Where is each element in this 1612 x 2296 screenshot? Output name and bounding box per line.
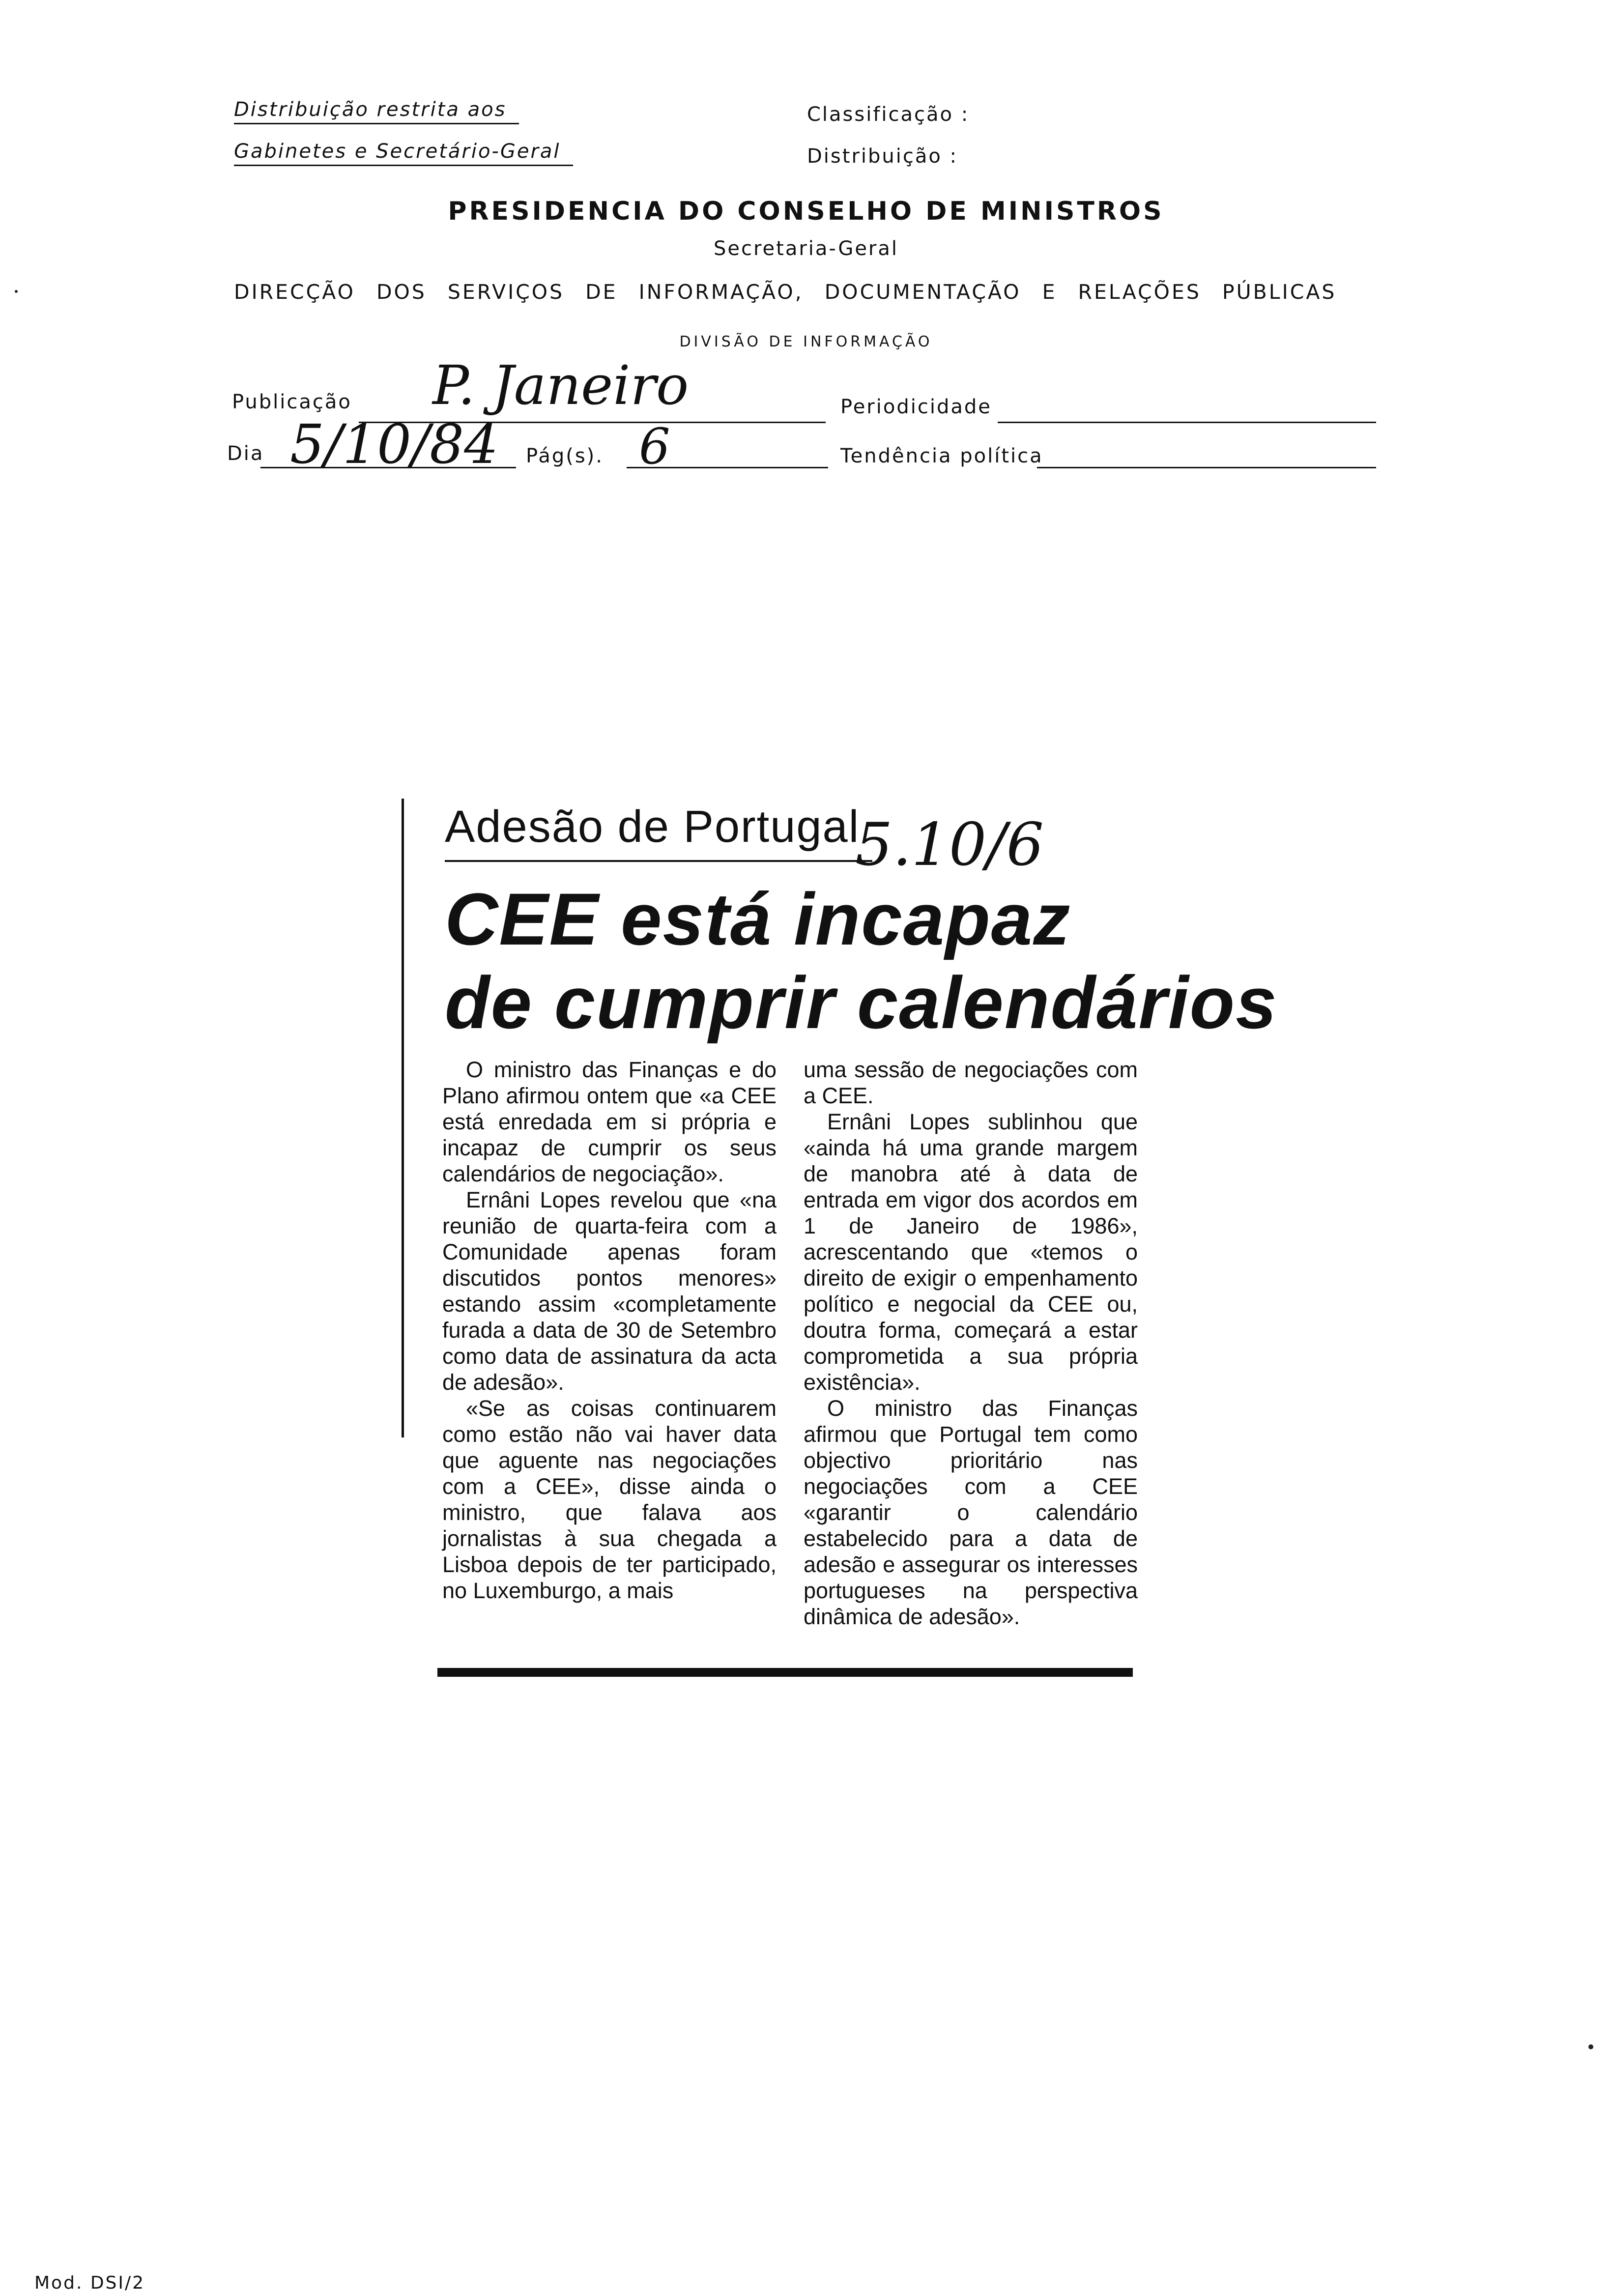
article-column-2 bbox=[804, 1057, 1138, 1630]
pags-label: Pág(s). bbox=[526, 445, 604, 467]
classificacao-label: Classificação : bbox=[807, 103, 970, 126]
kicker-underline bbox=[445, 860, 872, 862]
dia-handwritten: 5/10/84 bbox=[290, 413, 499, 476]
clipping-kicker: Adesão de Portugal bbox=[445, 802, 860, 852]
headline-line2: de cumprir calendários bbox=[445, 961, 1278, 1044]
direccao-title: DIRECÇÃO DOS SERVIÇOS DE INFORMAÇÃO, DOCUMENTAÇÃO E RELAÇÕES PÚBLICAS bbox=[234, 280, 1337, 304]
scan-speck bbox=[15, 290, 18, 293]
form-code: Mod. DSI/2 bbox=[34, 2273, 145, 2293]
periodicidade-label: Periodicidade bbox=[840, 396, 992, 418]
distribuicao-label: Distribuição : bbox=[807, 145, 958, 168]
paragraph: O ministro das Finanças e do Plano afirmou ontem que «a CEE está enredada em si própria e incapaz de cumprir os seus calendários de negociação». bbox=[442, 1057, 777, 1186]
divisao-title: DIVISÃO DE INFORMAÇÃO bbox=[679, 333, 933, 350]
clipping-left-edge bbox=[402, 799, 404, 1437]
tendencia-label: Tendência política bbox=[840, 445, 1043, 467]
paragraph: O ministro das Finanças afirmou que Portugal tem como objectivo prioritário nas negociações com a CEE «garantir o calendário estabelecido para a data de adesão e assegurar os interesses portugueses na perspectiva dinâmica de adesão». bbox=[804, 1396, 1138, 1629]
pags-handwritten: 6 bbox=[639, 418, 670, 475]
paragraph: «Se as coisas continuarem como estão não vai haver data que aguente nas negociações com a CEE», disse ainda o ministro, que falava aos jornalistas à sua chegada a Lisboa depois de ter participado, no Luxemburgo, a mais bbox=[442, 1396, 777, 1603]
publicacao-label: Publicação bbox=[232, 391, 352, 413]
ministry-title: PRESIDENCIA DO CONSELHO DE MINISTROS bbox=[448, 197, 1164, 226]
secretaria-geral: Secretaria-Geral bbox=[713, 237, 898, 260]
dia-label: Dia bbox=[227, 442, 264, 465]
headline-line1: CEE está incapaz bbox=[445, 878, 1071, 960]
paragraph: Ernâni Lopes sublinhou que «ainda há uma grande margem de manobra até à data de entrada em vigor dos acordos em 1 de Janeiro de 1986», acrescentando que «temos o direito de exigir o empenhamento político e negocial da CEE ou, doutra forma, começará a estar comprometida a sua própria existência». bbox=[804, 1109, 1138, 1395]
paragraph: Ernâni Lopes revelou que «na reunião de quarta-feira com a Comunidade apenas foram discutidos pontos menores» estando assim «completamente furada a data de 30 de Setembro como data de assinatura da acta de adesão». bbox=[442, 1187, 777, 1395]
restricted-distribution-line1: Distribuição restrita aos bbox=[234, 98, 519, 124]
periodicidade-line bbox=[998, 422, 1376, 423]
publicacao-handwritten: P. Janeiro bbox=[432, 354, 689, 417]
clipping-bottom-rule bbox=[437, 1668, 1133, 1677]
tendencia-line bbox=[1037, 467, 1376, 468]
restricted-distribution-line2: Gabinetes e Secretário-Geral bbox=[234, 140, 573, 166]
article-column-1 bbox=[442, 1057, 777, 1604]
paragraph: uma sessão de negociações com a CEE. bbox=[804, 1057, 1138, 1108]
scan-speck bbox=[1588, 2044, 1593, 2049]
clipping-handwritten-note: 5.10/6 bbox=[855, 811, 1044, 879]
